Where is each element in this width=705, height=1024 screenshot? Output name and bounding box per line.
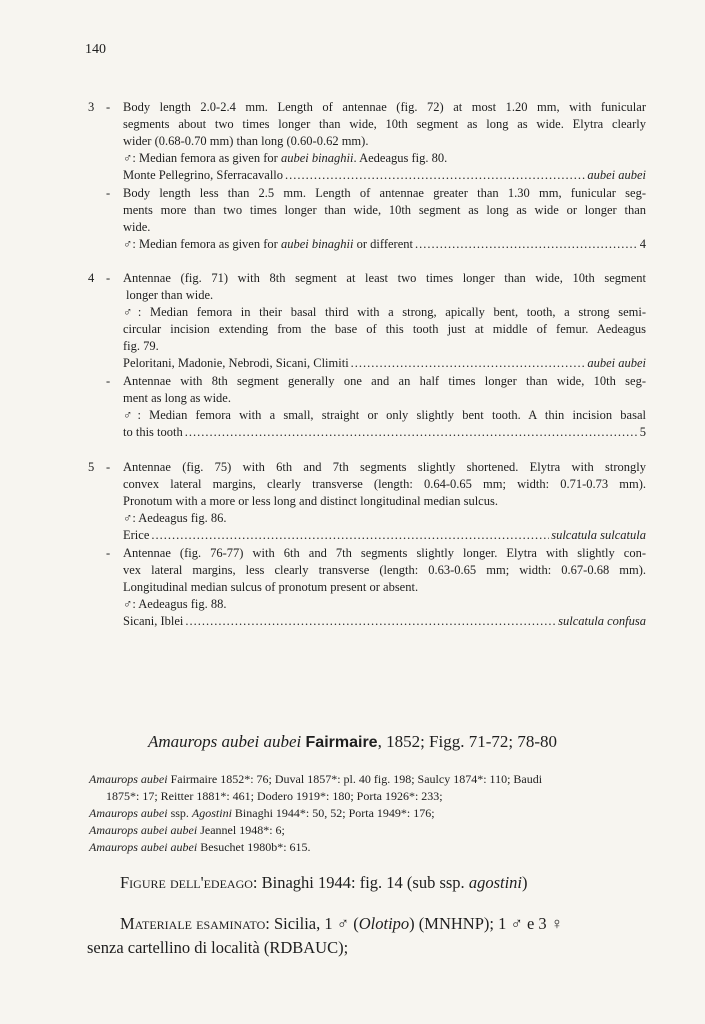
couplet-line: ♂: Aedeagus fig. 88.	[123, 597, 227, 611]
couplet-line: ♂: Aedeagus fig. 86.	[123, 511, 227, 525]
couplet-line: Antennae with 8th segment generally one and an half times longer than wide, 10th seg-	[123, 374, 646, 388]
couplet-line: ment as long as wide.	[123, 391, 231, 405]
key-lead-line	[123, 613, 646, 630]
couplet-line: Body length less than 2.5 mm. Length of antennae greater than 1.30 mm, funicular seg-	[123, 186, 646, 200]
leader-dots	[151, 527, 549, 544]
localities: Peloritani, Madonie, Nebrodi, Sicani, Climiti	[123, 356, 349, 370]
material-line: senza cartellino di località (RDBAUC);	[87, 938, 349, 957]
localities: Erice	[123, 528, 150, 542]
couplet-line: ♂: Median femora in their basal third with a strong, apically bent, tooth, a strong semi-	[123, 305, 646, 319]
reference-line: Amaurops aubei aubei Jeannel 1948*: 6;	[89, 823, 285, 837]
taxon-name: aubei binaghii	[280, 151, 354, 165]
leader-dots	[285, 167, 585, 184]
male-symbol-text: ♂: Median femora as given for	[123, 151, 281, 165]
couplet-dash: -	[106, 100, 111, 114]
key-result: sulcatula confusa	[558, 614, 646, 628]
key-result: aubei aubei	[587, 168, 646, 182]
couplet-line: ♂: Median femora as given for aubei binaghii. Aedeagus fig. 80.	[123, 151, 448, 165]
couplet-dash: -	[106, 374, 111, 388]
leader-dots	[185, 613, 556, 630]
couplet-line: fig. 79.	[123, 339, 159, 353]
couplet-line: ♂: Median femora with a small, straight or only slightly bent tooth. A thin incision basal	[123, 408, 646, 422]
couplet-line: wide.	[123, 220, 151, 234]
species-name: Amaurops aubei aubei	[147, 732, 302, 751]
section-label: Figure dell'edeago	[120, 873, 253, 892]
couplet-line: Pronotum with a more or less long and distinct longitudinal median sulcus.	[123, 494, 498, 508]
species-figures: , 1852; Figg. 71-72; 78-80	[377, 732, 558, 751]
figure-note: Figure dell'edeago: Binaghi 1944: fig. 14 (sub ssp. agostini)	[120, 873, 528, 892]
material-line: Materiale esaminato: Sicilia, 1 ♂ (Olotipo) (MNHNP); 1 ♂ e 3 ♀	[120, 914, 564, 933]
key-result: aubei aubei	[587, 356, 646, 370]
couplet-number: 3	[88, 100, 95, 114]
couplet-line: Antennae (fig. 76-77) with 6th and 7th segments slightly longer. Elytra with slightly con-	[123, 546, 646, 560]
couplet-line: wider (0.68-0.70 mm) than long (0.60-0.62 mm).	[123, 134, 369, 148]
key-result: 5	[639, 425, 646, 439]
reference-line: Amaurops aubei aubei Besuchet 1980b*: 615.	[89, 840, 311, 854]
couplet-dash: -	[106, 546, 111, 560]
section-label: Materiale esaminato	[120, 914, 266, 933]
couplet-line: Body length 2.0-2.4 mm. Length of antennae (fig. 72) at most 1.20 mm, with funicular	[123, 100, 646, 114]
couplet-dash: -	[106, 271, 111, 285]
species-author: Fairmaire	[305, 734, 378, 751]
species-heading	[0, 732, 705, 752]
taxon-name: aubei binaghii	[280, 237, 354, 251]
localities: Sicani, Iblei	[123, 614, 184, 628]
leader-dots	[185, 424, 638, 441]
key-lead-line	[123, 167, 646, 184]
key-lead-line: to this tooth ..... 5	[123, 424, 646, 441]
reference-line: Amaurops aubei Fairmaire 1852*: 76; Duval 1857*: pl. 40 fig. 198; Saulcy 1874*: 110; Baudi	[89, 772, 543, 786]
reference-line: 1875*: 17; Reitter 1881*: 461; Dodero 1919*: 180; Porta 1926*: 233;	[106, 789, 443, 803]
couplet-line: Antennae (fig. 71) with 8th segment at least two times longer than wide, 10th segment	[123, 271, 646, 285]
couplet-number: 4	[88, 271, 95, 285]
page-number: 140	[85, 42, 106, 57]
key-lead-line	[123, 355, 646, 372]
couplet-number: 5	[88, 460, 95, 474]
couplet-line: longer than wide.	[126, 288, 214, 302]
couplet-line: convex lateral margins, clearly transverse (length: 0.64-0.65 mm; width: 0.71-0.73 mm).	[123, 477, 646, 491]
reference-line: Amaurops aubei ssp. Agostini Binaghi 1944*: 50, 52; Porta 1949*: 176;	[89, 806, 435, 820]
leader-dots	[415, 236, 638, 253]
key-lead-line	[123, 527, 646, 544]
couplet-dash: -	[106, 460, 111, 474]
couplet-line: ments more than two times longer than wide, 10th segment as long as wide or longer than	[123, 203, 646, 217]
leader-dots	[351, 355, 586, 372]
key-result: sulcatula sulcatula	[551, 528, 646, 542]
key-result: 4	[639, 237, 646, 251]
couplet-line: circular incision extending from the base of this tooth just at middle of femur. Aedeagus	[123, 322, 646, 336]
couplet-line: Antennae (fig. 75) with 6th and 7th segments slightly shortened. Elytra with strongly	[123, 460, 646, 474]
couplet-line: Longitudinal median sulcus of pronotum present or absent.	[123, 580, 419, 594]
couplet-line: vex lateral margins, less clearly transverse (length: 0.63-0.65 mm; width: 0.67-0.68 mm).	[123, 563, 646, 577]
couplet-dash: -	[106, 186, 111, 200]
localities: Monte Pellegrino, Sferracavallo	[123, 168, 284, 182]
key-lead-line: ♂: Median femora as given for aubei binaghii or different ..... 4	[123, 236, 646, 253]
couplet-line: segments about two times longer than wide, 10th segment as long as wide. Elytra clearly	[123, 117, 646, 131]
